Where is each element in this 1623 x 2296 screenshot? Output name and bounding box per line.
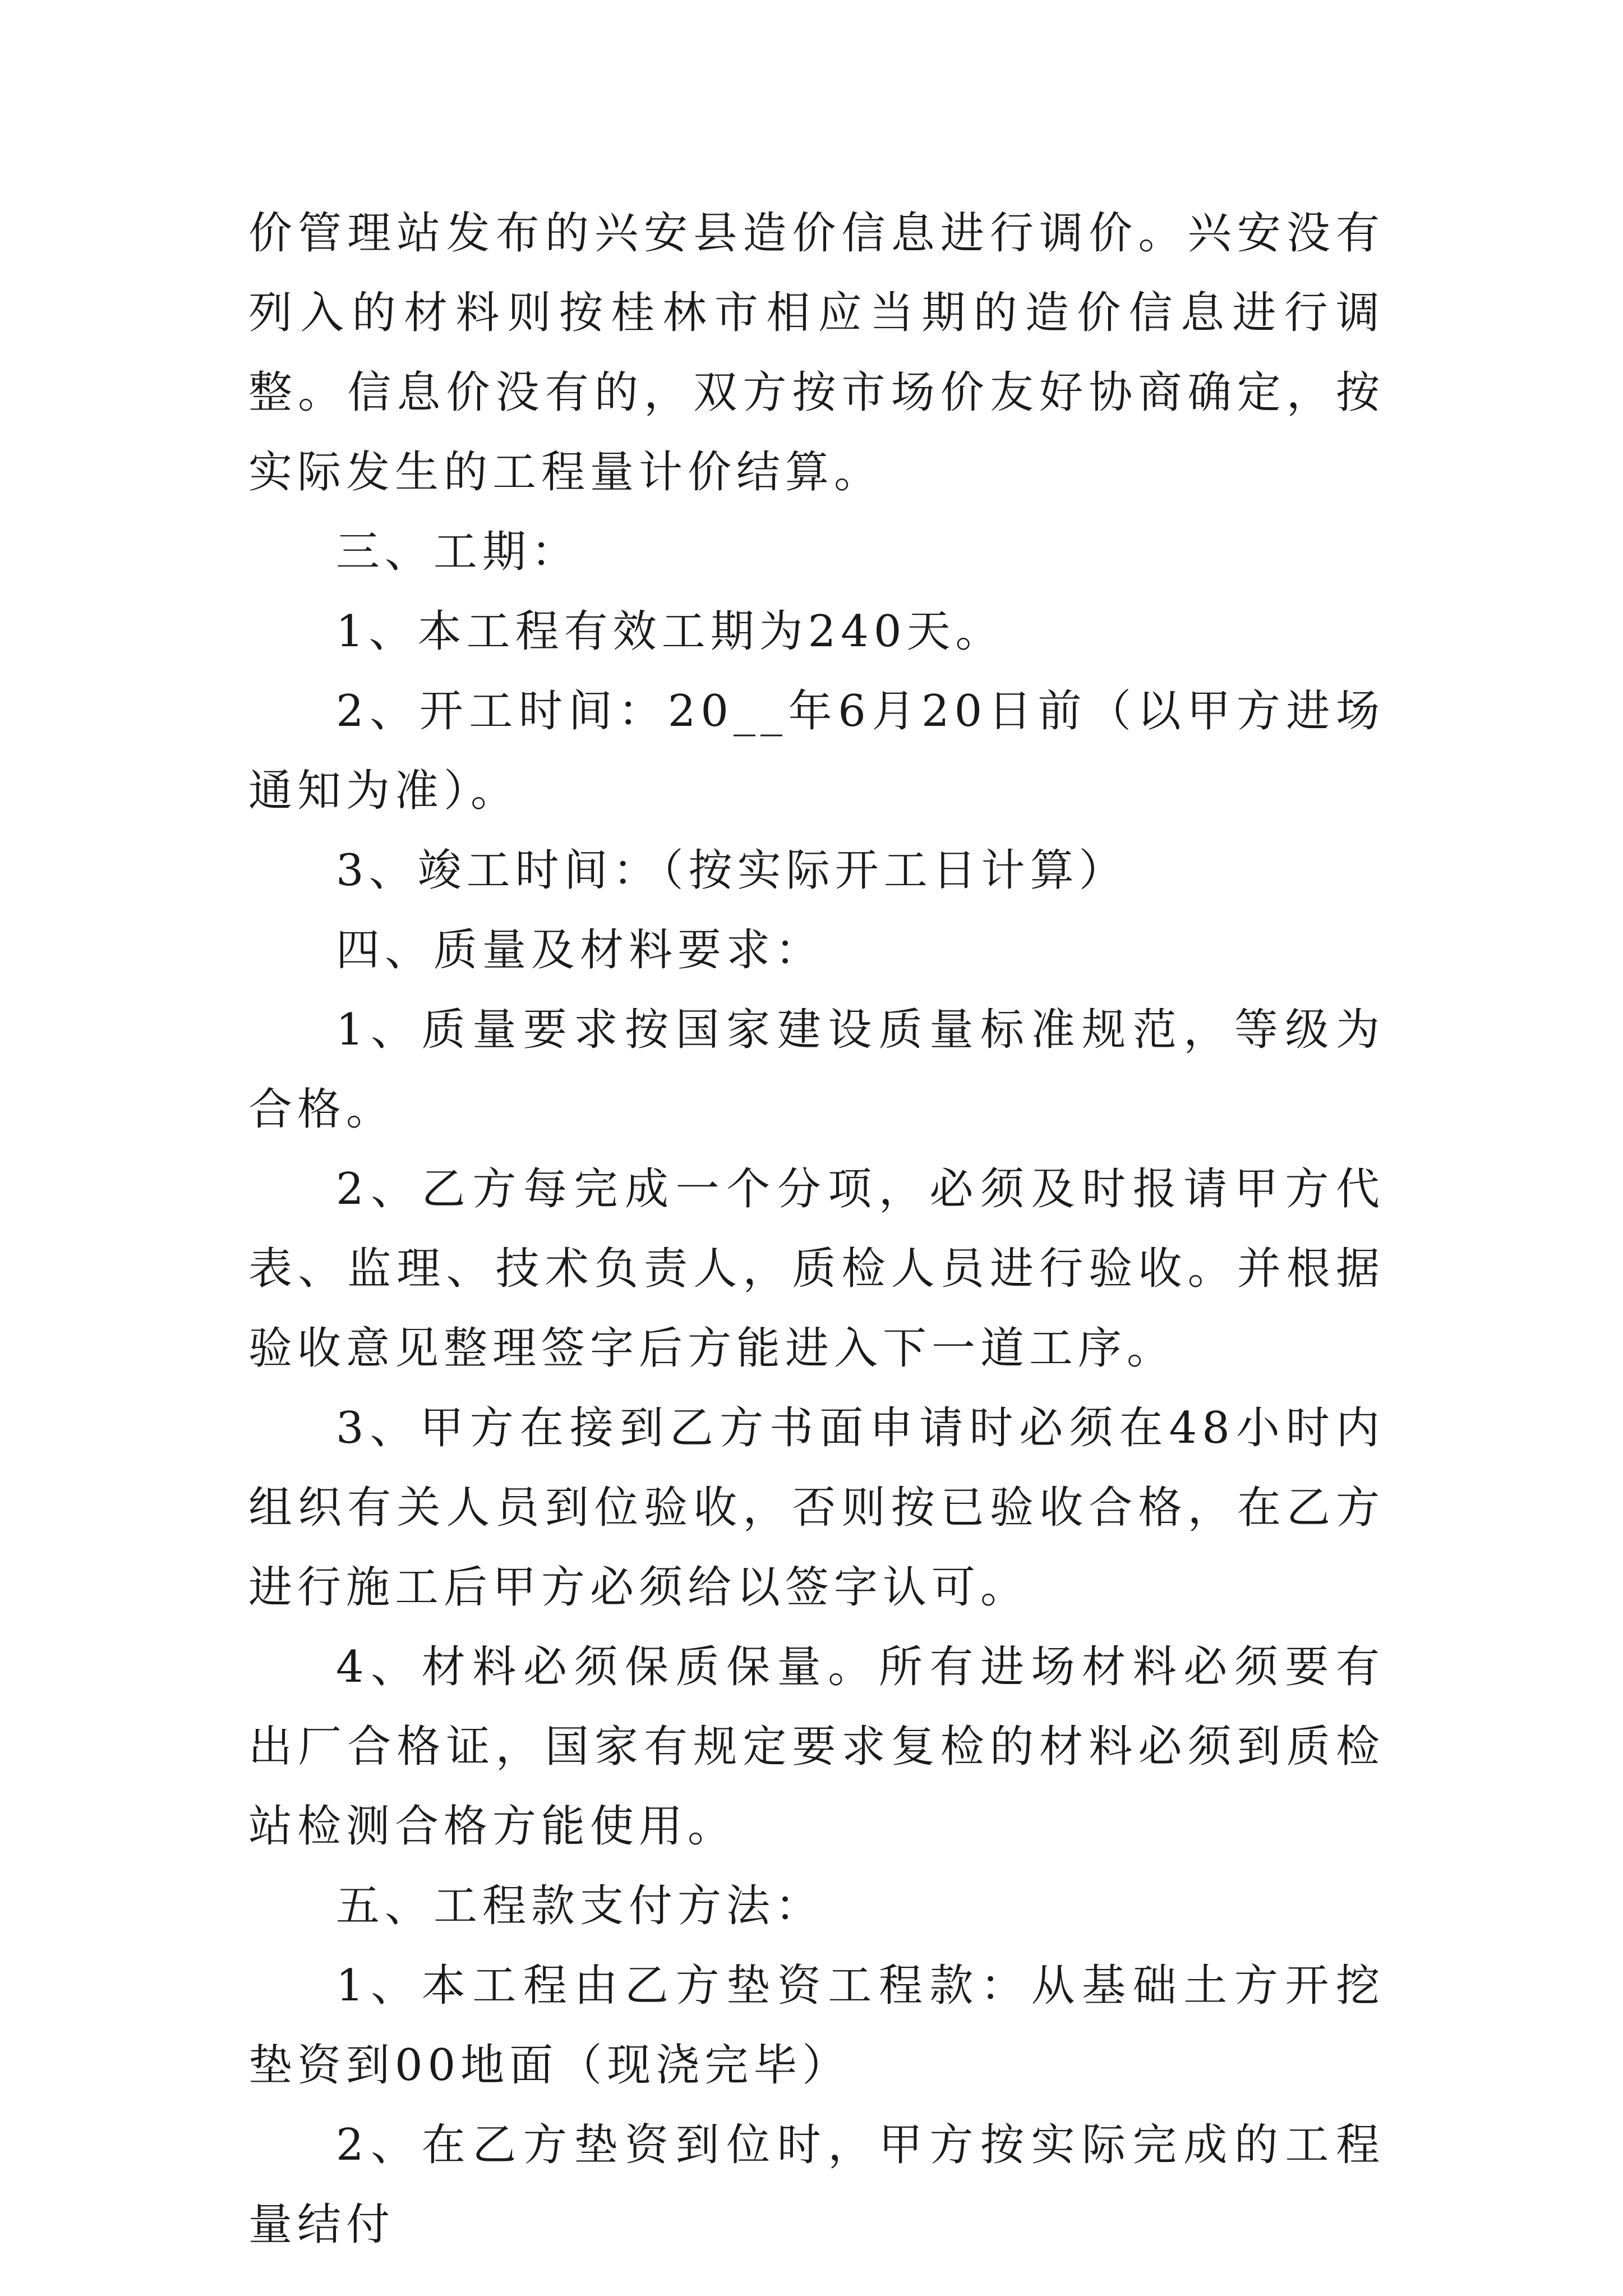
paragraph-quality-acceptance: 3、甲方在接到乙方书面申请时必须在48小时内组织有关人员到位验收，否则按已验收合格，在乙方进行施工后甲方必须给以签字认可。 [248,1403,1385,1613]
document-body [248,194,1385,2265]
section-heading-quality: 四、质量及材料要求： [336,925,824,976]
paragraph-payment-advance: 1、本工程由乙方垫资工程款：从基础土方开挖垫资到00地面（现浇完毕） [248,1961,1385,2091]
paragraph-schedule-completion: 3、竣工时间：（按实际开工日计算） [336,845,1128,896]
section-heading-payment: 五、工程款支付方法： [336,1881,824,1931]
section-heading-schedule: 三、工期： [336,527,580,577]
paragraph-quality-standard: 1、质量要求按国家建设质量标准规范，等级为合格。 [248,1005,1385,1135]
paragraph-schedule-duration: 1、本工程有效工期为240天。 [336,606,1004,657]
paragraph-schedule-start: 2、开工时间：20__年6月20日前（以甲方进场通知为准）。 [248,686,1385,816]
paragraph-pricing-continuation: 价管理站发布的兴安县造价信息进行调价。兴安没有列入的材料则按桂林市相应当期的造价信息进行调整。信息价没有的，双方按市场价友好协商确定，按实际发生的工程量计价结算。 [248,208,1385,498]
paragraph-quality-materials: 4、材料必须保质保量。所有进场材料必须要有出厂合格证，国家有规定要求复检的材料必须到质检站检测合格方能使用。 [248,1642,1385,1852]
paragraph-quality-inspection: 2、乙方每完成一个分项，必须及时报请甲方代表、监理、技术负责人，质检人员进行验收。并根据验收意见整理签字后方能进入下一道工序。 [248,1164,1385,1374]
paragraph-payment-settlement: 2、在乙方垫资到位时，甲方按实际完成的工程量结付 [248,2120,1385,2250]
